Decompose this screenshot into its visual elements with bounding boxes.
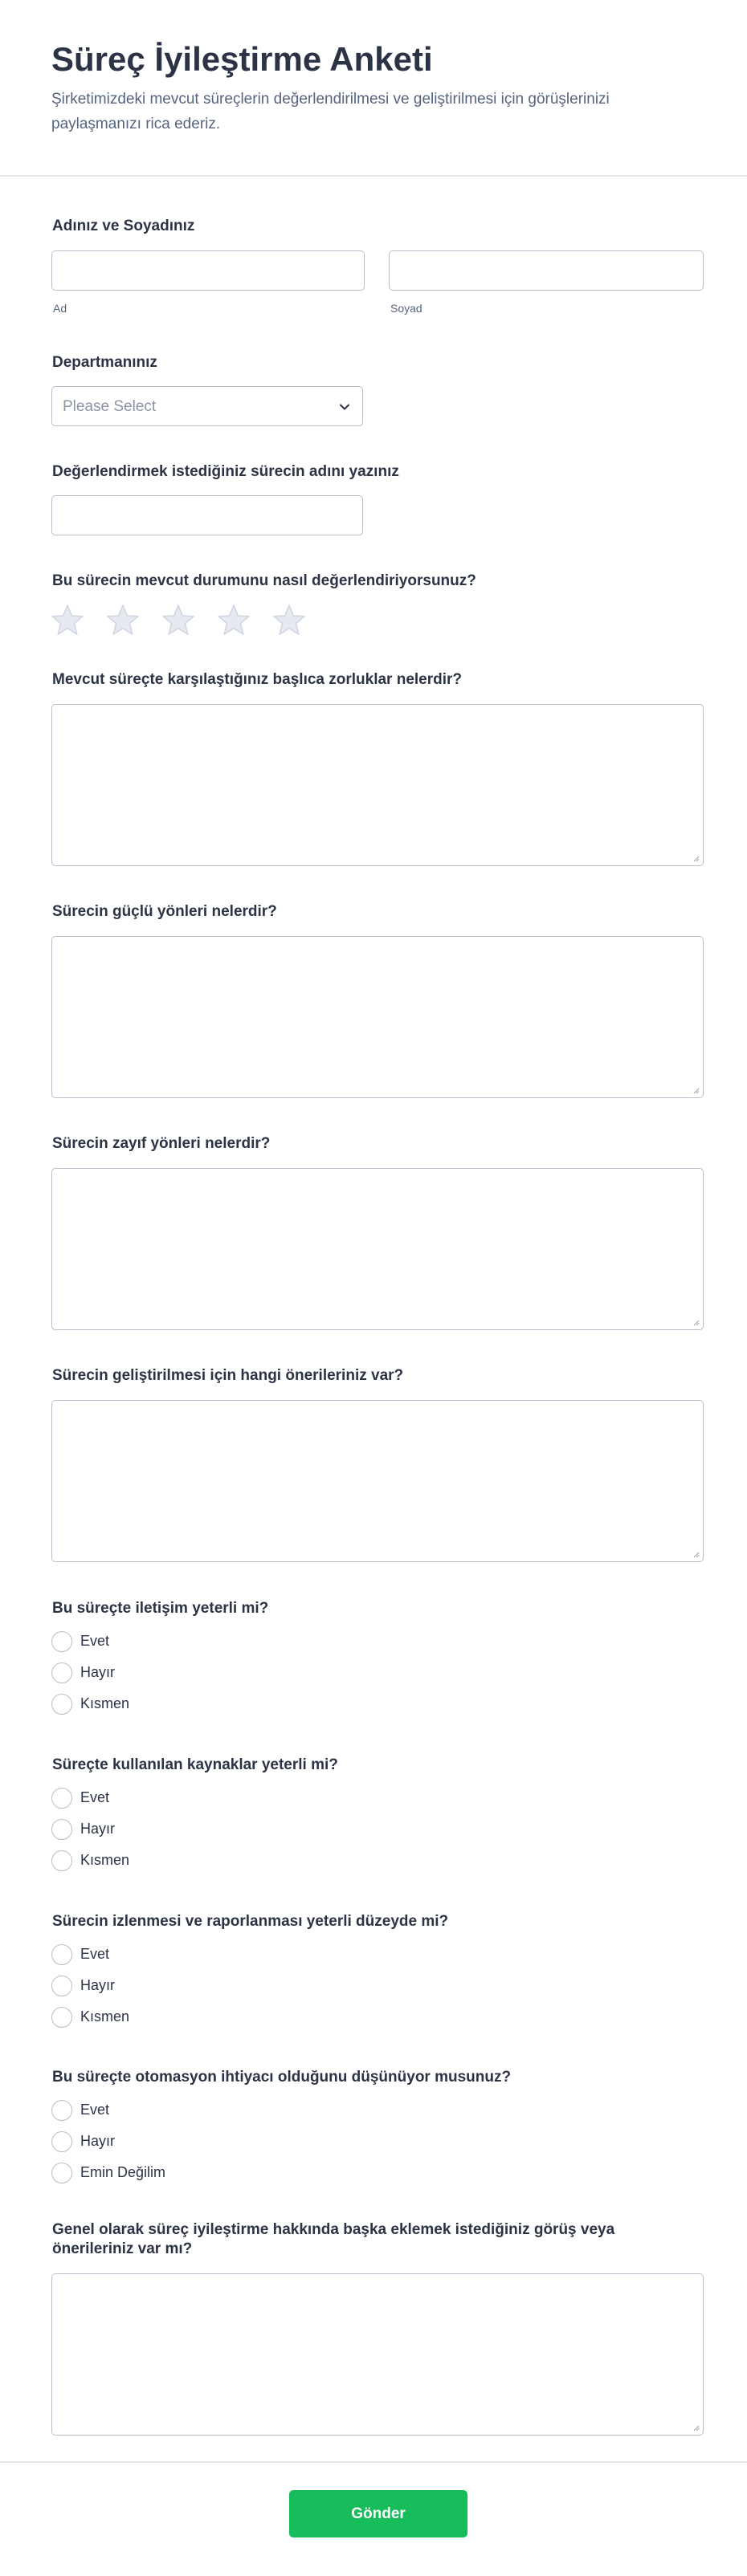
radio-circle[interactable] xyxy=(51,2100,72,2121)
radio-circle[interactable] xyxy=(51,2007,72,2028)
radio-circle[interactable] xyxy=(51,1819,72,1840)
radio-circle[interactable] xyxy=(51,2163,72,2183)
general-textarea[interactable] xyxy=(51,2273,704,2436)
radio-option-label: Emin Değilim xyxy=(80,2164,166,2180)
form-description: Şirketimizdeki mevcut süreçlerin değerlendirilmesi ve geliştirilmesi için görüşlerinizi paylaşmanızı rica ederiz. xyxy=(51,91,610,132)
radio-option-label: Evet xyxy=(80,2102,110,2118)
strengths-textarea[interactable] xyxy=(51,936,704,1098)
star-rating[interactable] xyxy=(50,603,323,638)
radio-option-label: Kısmen xyxy=(80,1852,130,1868)
resize-grip-icon[interactable] xyxy=(692,1086,700,1094)
star-icon[interactable] xyxy=(50,603,85,638)
radio-option[interactable] xyxy=(50,2130,371,2154)
general-label: Genel olarak süreç iyileştirme hakkında başka eklemek istediğiniz görüş veya önerileriniz var mı? xyxy=(52,2221,615,2257)
radio-option[interactable] xyxy=(50,1943,371,1967)
form-header xyxy=(0,0,747,177)
radio-option-label: Evet xyxy=(80,1633,110,1649)
radio-option-label: Evet xyxy=(80,1789,110,1805)
radio-option[interactable] xyxy=(50,1817,371,1841)
submit-button[interactable]: Gönder xyxy=(289,2490,467,2537)
rating-label: Bu sürecin mevcut durumunu nasıl değerlendiriyorsunuz? xyxy=(52,572,476,589)
last-name-input[interactable] xyxy=(389,250,704,291)
first-name-input[interactable] xyxy=(51,250,365,291)
last-name-sublabel: Soyad xyxy=(390,302,422,315)
radio-option[interactable] xyxy=(50,2161,371,2185)
full-name-label: Adınız ve Soyadınız xyxy=(52,218,195,234)
radio-circle[interactable] xyxy=(51,1631,72,1652)
suggestions-textarea[interactable] xyxy=(51,1400,704,1562)
radio-option[interactable] xyxy=(50,2005,371,2029)
process-name-label: Değerlendirmek istediğiniz sürecin adını yazınız xyxy=(52,463,399,480)
automation-label: Bu süreçte otomasyon ihtiyacı olduğunu düşünüyor musunuz? xyxy=(52,2069,512,2086)
resize-grip-icon[interactable] xyxy=(692,854,700,862)
department-select[interactable] xyxy=(51,386,363,426)
radio-option[interactable] xyxy=(50,1974,371,1998)
radio-option-label: Hayır xyxy=(80,1664,116,1680)
challenges-label: Mevcut süreçte karşılaştığınız başlıca zorluklar nelerdir? xyxy=(52,671,463,688)
radio-circle[interactable] xyxy=(51,2131,72,2152)
radio-option-label: Kısmen xyxy=(80,1695,130,1711)
radio-circle[interactable] xyxy=(51,1694,72,1715)
radio-circle[interactable] xyxy=(51,1944,72,1965)
challenges-textarea[interactable] xyxy=(51,704,704,866)
radio-option-label: Kısmen xyxy=(80,2008,130,2025)
radio-option[interactable] xyxy=(50,1630,371,1654)
star-icon[interactable] xyxy=(216,603,251,638)
chevron-down-icon xyxy=(338,401,351,413)
resize-grip-icon[interactable] xyxy=(692,2423,700,2432)
weaknesses-textarea[interactable] xyxy=(51,1168,704,1330)
department-placeholder: Please Select xyxy=(63,398,157,415)
resize-grip-icon[interactable] xyxy=(692,1550,700,1558)
radio-option[interactable] xyxy=(50,1786,371,1810)
weaknesses-label: Sürecin zayıf yönleri nelerdir? xyxy=(52,1135,271,1152)
strengths-label: Sürecin güçlü yönleri nelerdir? xyxy=(52,903,277,920)
resize-grip-icon[interactable] xyxy=(692,1318,700,1326)
radio-option[interactable] xyxy=(50,1849,371,1873)
process-name-input[interactable] xyxy=(51,495,363,535)
radio-option-label: Hayır xyxy=(80,1977,116,1993)
suggestions-label: Sürecin geliştirilmesi için hangi önerileriniz var? xyxy=(52,1367,404,1384)
radio-circle[interactable] xyxy=(51,1788,72,1809)
monitoring-label: Sürecin izlenmesi ve raporlanması yeterli düzeyde mi? xyxy=(52,1913,449,1930)
radio-circle[interactable] xyxy=(51,1662,72,1683)
star-icon[interactable] xyxy=(105,603,141,638)
radio-option[interactable] xyxy=(50,2098,371,2122)
first-name-sublabel: Ad xyxy=(53,302,67,315)
radio-option-label: Evet xyxy=(80,1946,110,1962)
resources-label: Süreçte kullanılan kaynaklar yeterli mi? xyxy=(52,1756,338,1773)
communication-label: Bu süreçte iletişim yeterli mi? xyxy=(52,1600,269,1617)
star-icon[interactable] xyxy=(161,603,196,638)
radio-circle[interactable] xyxy=(51,1850,72,1871)
radio-circle[interactable] xyxy=(51,1976,72,1996)
form-title: Süreç İyileştirme Anketi xyxy=(51,40,433,78)
star-icon[interactable] xyxy=(271,603,307,638)
radio-option[interactable] xyxy=(50,1661,371,1685)
department-label: Departmanınız xyxy=(52,354,157,371)
radio-option-label: Hayır xyxy=(80,2133,116,2149)
radio-option-label: Hayır xyxy=(80,1821,116,1837)
radio-option[interactable] xyxy=(50,1692,371,1716)
